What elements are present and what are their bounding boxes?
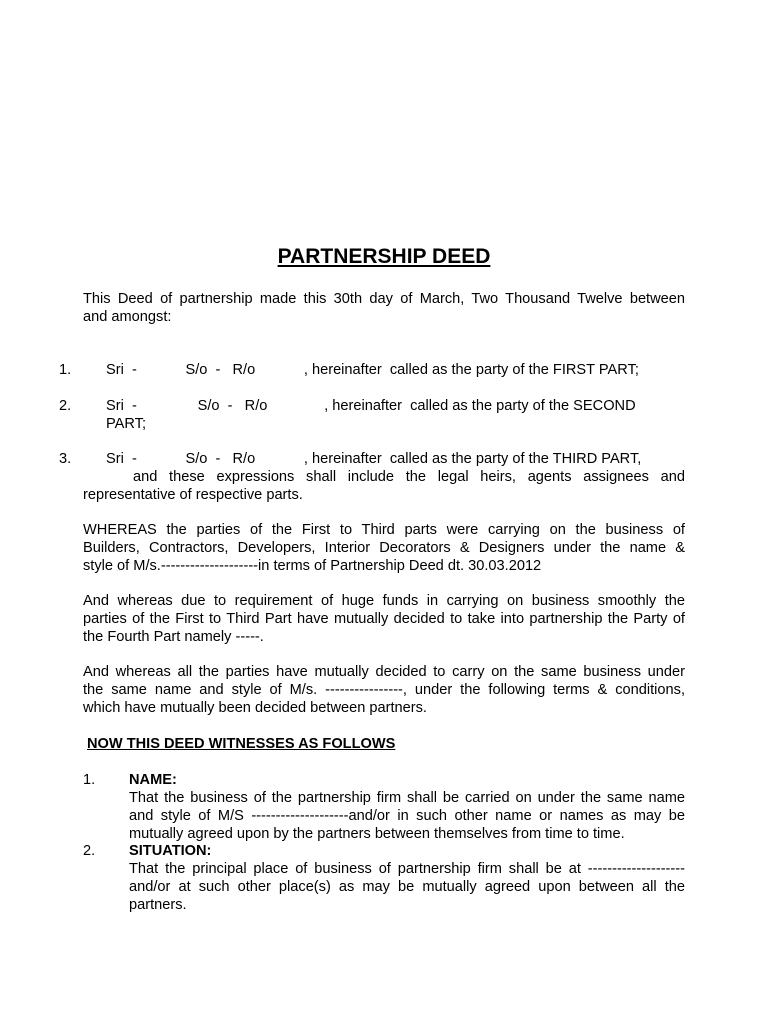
party-line: representative of respective parts. (83, 487, 303, 503)
intro-line: and amongst: (83, 309, 172, 325)
paragraph-line: And whereas due to requirement of huge funds in carrying on business smoothly the (83, 593, 685, 609)
clause-heading: SITUATION: (129, 843, 212, 859)
clause-number: 1. (83, 772, 96, 788)
paragraph-line: And whereas all the parties have mutually decided to carry on the same business under (83, 664, 685, 680)
paragraph-line: the Fourth Part namely -----. (83, 629, 264, 645)
party-line: and these expressions shall include the legal heirs, agents assignees and (133, 469, 685, 485)
clause-line: mutually agreed upon by the partners between themselves from time to time. (129, 826, 625, 842)
whereas-paragraph-3 (83, 663, 685, 717)
paragraph-line: which have mutually been decided between partners. (83, 700, 427, 716)
intro-line: This Deed of partnership made this 30th day of March, Two Thousand Twelve between (83, 291, 685, 307)
clause-line: and/or at such other place(s) as may be mutually agreed upon between all the (129, 879, 685, 895)
clause-line: That the principal place of business of partnership firm shall be at -------------------- (129, 861, 685, 877)
whereas-paragraph-2 (83, 592, 685, 646)
party-line: PART; (106, 416, 147, 432)
clause-line: That the business of the partnership firm shall be carried on under the same name (129, 790, 685, 806)
clause-body (129, 860, 685, 914)
paragraph-line: the same name and style of M/s. ----------------, under the following terms & conditions, (83, 682, 685, 698)
paragraph-line: style of M/s.--------------------in terms of Partnership Deed dt. 30.03.2012 (83, 558, 542, 574)
clause-line: partners. (129, 897, 187, 913)
clause-number: 2. (83, 843, 96, 859)
paragraph-line: Builders, Contractors, Developers, Interior Decorators & Designers under the name & (83, 540, 685, 556)
witness-heading: NOW THIS DEED WITNESSES AS FOLLOWS (87, 736, 396, 752)
clause-heading: NAME: (129, 772, 177, 788)
whereas-paragraph-1 (83, 521, 685, 575)
paragraph-line: WHEREAS the parties of the First to Third parts were carrying on the business of (83, 522, 685, 538)
clause-body (129, 789, 685, 843)
party-line: Sri - S/o - R/o , hereinafter called as the party of the FIRST PART; (106, 362, 639, 378)
paragraph-line: parties of the First to Third Part have mutually decided to take into partnership the Party of (83, 611, 685, 627)
party-number: 3. (59, 451, 72, 467)
intro-paragraph (83, 290, 685, 326)
document-title: PARTNERSHIP DEED (277, 245, 491, 268)
party-number: 2. (59, 398, 72, 414)
party-line: Sri - S/o - R/o , hereinafter called as the party of the THIRD PART, (106, 451, 642, 467)
clause-line: and style of M/S --------------------and/or in such other name or names as may be (129, 808, 685, 824)
party-number: 1. (59, 362, 72, 378)
party-line: Sri - S/o - R/o , hereinafter called as the party of the SECOND (106, 398, 636, 414)
